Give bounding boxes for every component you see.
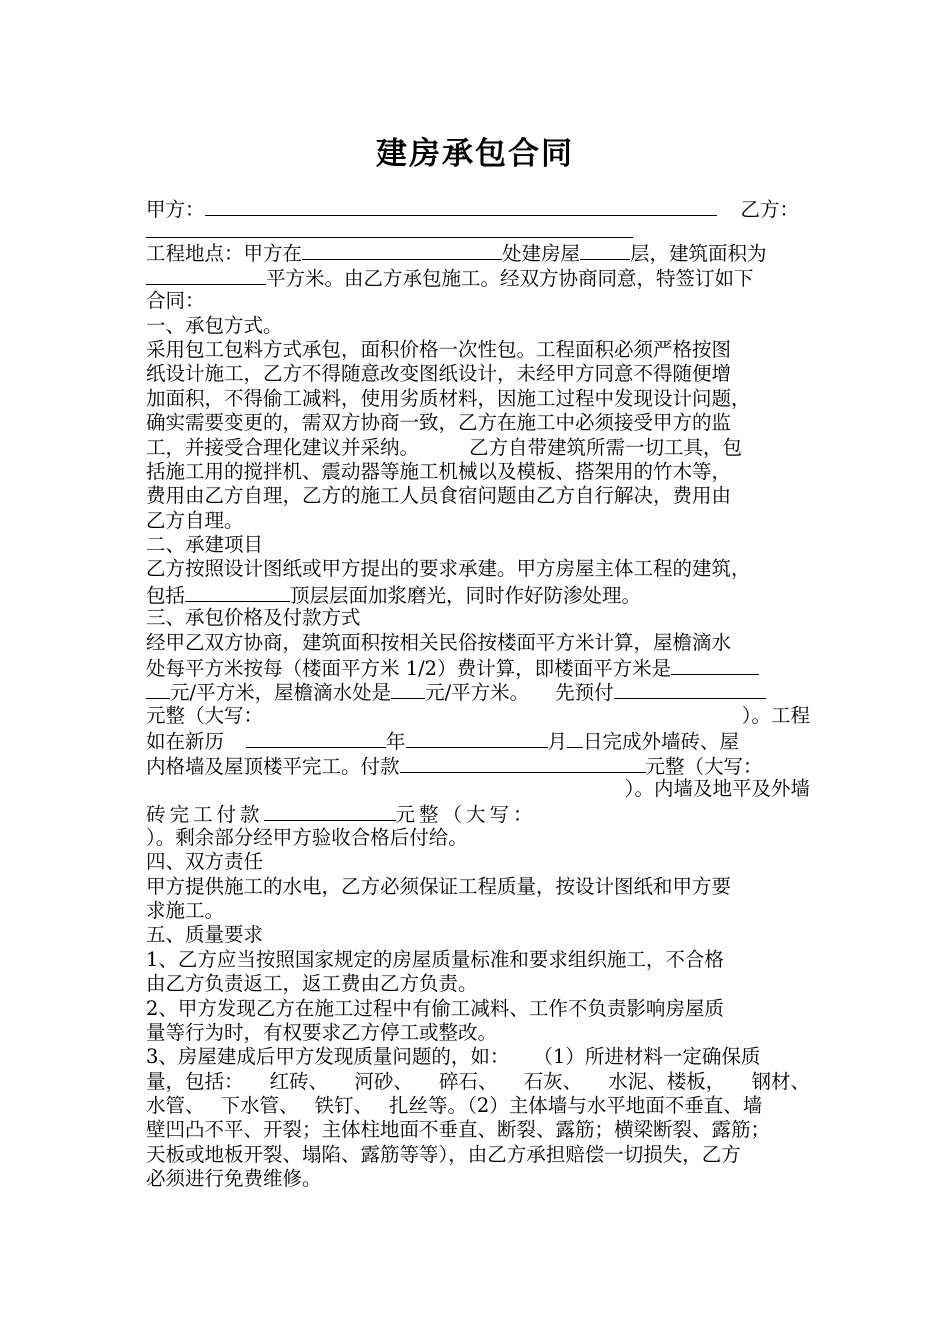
intro-line-2	[146, 265, 810, 289]
section-3-line: 经甲乙双方协商，建筑面积按相关民俗按楼面平方米计算，屋檐滴水	[146, 630, 732, 654]
section-3-text: 元整（大写：	[645, 754, 763, 778]
section-3-text: 处每平方米按每（楼面平方米 1/2）费计算，即楼面平方米是	[146, 657, 672, 681]
section-3-text: 内格墙及屋顶楼平完工。付款	[146, 754, 400, 778]
section-5-text: （1）所进材料一定确保质	[533, 1045, 761, 1069]
section-1-text: 乙方自带建筑所需一切工具，包	[469, 435, 743, 459]
day-blank[interactable]	[567, 728, 583, 748]
year-blank[interactable]	[246, 728, 386, 748]
section-5-line	[146, 1045, 810, 1069]
section-1-heading: 一、承包方式。	[146, 313, 283, 337]
floor-price-blank[interactable]	[671, 655, 759, 675]
material-item: 水管、	[146, 1094, 205, 1118]
floor-price-blank-cont[interactable]	[146, 679, 170, 699]
section-1-line: 费用由乙方自理，乙方的施工人员食宿问题由乙方自行解决，费用由	[146, 484, 732, 508]
location-blank[interactable]	[302, 240, 502, 260]
material-item: 石灰、	[523, 1069, 583, 1093]
area-blank[interactable]	[146, 265, 266, 285]
section-5-text: （2）主体墙与水平地面不垂直、墙	[467, 1094, 763, 1118]
payment-1-blank[interactable]	[400, 753, 646, 773]
section-3-line	[146, 728, 810, 752]
party-a-label: 甲方：	[146, 198, 205, 221]
floors-blank[interactable]	[580, 240, 630, 260]
section-2-heading: 二、承建项目	[146, 533, 264, 557]
section-3-text: 年	[386, 730, 406, 754]
party-b-line	[146, 220, 810, 240]
section-3-text: ）。工程	[741, 703, 810, 727]
section-5-line: 必须进行免费维修。	[146, 1167, 322, 1191]
section-5-line: 壁凹凸不平、开裂；主体柱地面不垂直、断裂、露筋；横梁断裂、露筋；	[146, 1118, 771, 1142]
section-4-heading: 四、双方责任	[146, 850, 264, 874]
section-1-line: 括施工用的搅拌机、震动器等施工机械以及模板、搭架用的竹木等，	[146, 459, 732, 483]
section-3-text: 元/平方米。	[425, 681, 530, 705]
section-1-line: 加面积，不得偷工减料，使用劣质材料，因施工过程中发现设计问题，	[146, 386, 751, 410]
section-1-line: 采用包工包料方式承包，面积价格一次性包。工程面积必须严格按图	[146, 337, 732, 361]
section-3-line: ）。剩余部分经甲方验收合格后付给。	[146, 825, 468, 849]
section-5-line: 由乙方负责返工，返工费由乙方负责。	[146, 972, 478, 996]
contract-body	[146, 196, 810, 1192]
section-3-heading: 三、承包价格及付款方式	[146, 606, 361, 630]
intro-text: 工程地点：甲方在	[146, 242, 303, 266]
section-1-text: 工，并接受合理化建议并采纳。	[146, 435, 420, 459]
section-3-line	[146, 801, 810, 825]
section-3-text: 元/平方米，屋檐滴水处是	[170, 681, 392, 705]
section-5-line	[146, 1070, 810, 1094]
section-5-line: 量等行为时，有权要求乙方停工或整改。	[146, 1020, 498, 1044]
parties-line	[146, 196, 810, 220]
section-2-text: 顶层层面加浆磨光，同时作好防渗处理。	[290, 583, 642, 607]
section-5-line: 天板或地板开裂、塌陷、露筋等等），由乙方承担赔偿一切损失，乙方	[146, 1142, 741, 1166]
intro-text: 层，建筑面积为	[630, 242, 767, 266]
section-3-line: ）。内墙及地平及外墙	[624, 776, 810, 800]
intro-line-1	[146, 240, 810, 264]
intro-line-3: 合同：	[146, 289, 205, 313]
section-5-line: 1、乙方应当按照国家规定的房屋质量标准和要求组织施工，不合格	[146, 947, 724, 971]
section-3-text: 砖完工付款	[146, 803, 264, 827]
material-item: 量，包括：	[146, 1069, 244, 1093]
project-blank[interactable]	[185, 582, 290, 602]
section-1-line: 纸设计施工，乙方不得随意改变图纸设计，未经甲方同意不得随便增	[146, 362, 732, 386]
party-b-blank[interactable]	[146, 229, 633, 238]
section-1-line: 确实需要变更的，需双方协商一致，乙方在施工中必须接受甲方的监	[146, 411, 732, 435]
payment-2-blank[interactable]	[264, 801, 396, 821]
section-5-line	[146, 1094, 810, 1118]
section-3-line	[146, 753, 810, 777]
section-3-text: 日完成外墙砖、屋	[583, 730, 740, 754]
intro-text: 平方米。由乙方承包施工。经双方协商同意，特签订如下	[266, 266, 754, 290]
document-title: 建房承包合同	[376, 136, 574, 172]
section-3-text: 如在新历	[146, 730, 225, 754]
section-4-line: 甲方提供施工的水电，乙方必须保证工程质量，按设计图纸和甲方要	[146, 874, 732, 898]
section-4-line: 求施工。	[146, 898, 225, 922]
section-1-line: 乙方自理。	[146, 508, 244, 532]
section-3-text: 先预付	[555, 681, 614, 705]
section-3-line	[146, 679, 810, 703]
section-5-line: 2、甲方发现乙方在施工过程中有偷工减料、工作不负责影响房屋质	[146, 996, 724, 1020]
month-blank[interactable]	[406, 728, 548, 748]
intro-text: 处建房屋	[502, 242, 581, 266]
material-item: 水泥、楼板，	[608, 1069, 726, 1093]
eaves-price-blank[interactable]	[391, 679, 425, 699]
party-a-blank[interactable]	[205, 196, 717, 216]
section-3-line	[146, 655, 810, 679]
section-3-line	[146, 704, 810, 728]
section-5-heading: 五、质量要求	[146, 923, 264, 947]
material-item: 河砂、	[354, 1069, 413, 1093]
material-item: 扎丝等。	[389, 1094, 468, 1118]
section-3-text: 元整（大写：	[395, 803, 537, 827]
section-1-line	[146, 436, 810, 460]
material-item: 钢材、	[751, 1069, 810, 1093]
section-3-text: 月	[547, 730, 568, 754]
material-item: 下水管、	[220, 1094, 299, 1118]
prepay-blank[interactable]	[614, 679, 766, 699]
section-5-text: 3、房屋建成后甲方发现质量问题的，如：	[146, 1045, 510, 1069]
material-item: 铁钉、	[314, 1094, 374, 1118]
material-item: 碎石、	[438, 1069, 498, 1093]
material-item: 红砖、	[269, 1069, 329, 1093]
party-b-label: 乙方：	[740, 198, 800, 221]
section-2-line: 乙方按照设计图纸或甲方提出的要求承建。甲方房屋主体工程的建筑，	[146, 557, 751, 581]
section-2-text: 包括	[146, 583, 186, 607]
section-3-text: 元整（大写：	[146, 703, 264, 727]
section-2-line	[146, 582, 810, 606]
